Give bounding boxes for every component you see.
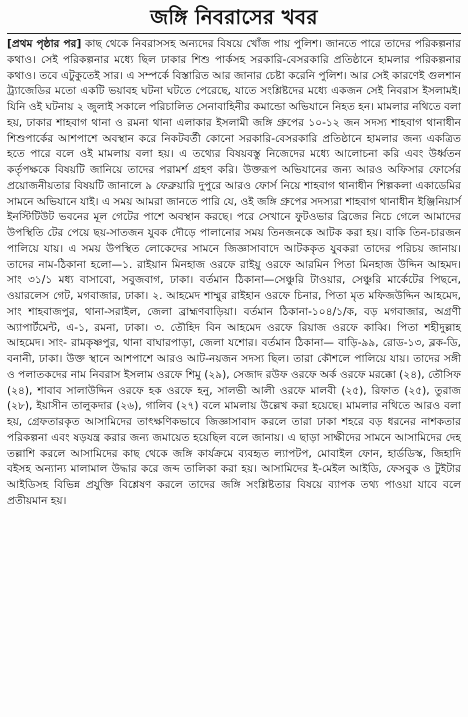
headline-divider — [7, 33, 461, 34]
article-paragraph — [7, 37, 461, 510]
article-body — [7, 37, 461, 510]
article-body-text: কাছ থেকে নিবরাসসহ অন্যদের বিষয়ে খোঁজ পায় পুলিশ। জানতে পারে তাদের পরিকল্পনার কথাও। সেই পরিকল্পনার মধ্যে ছিল ঢাকার শিশু পার্কসহ সরকারি-বেসরকারি প্রতিষ্ঠানে হামলার পরিকল্পনার কথাও। তবে এটুকুতেই সার। এ সম্পর্কে বিস্তারিত আর জানার চেষ্টা করেনি পুলিশ। আর সেই কারণেই গুলশান ট্র্যাজেডির মতো একটি ভয়াবহ ঘটনা ঘটতে পেরেছে, যাতে সংশ্লিষ্টদের মধ্যে একজন সেই নিবরাস ইসলামই। যিনি ওই ঘটনায় ২ জুলাই সকালে পরিচালিত সেনাবাহিনীর কমান্ডো অভিযানে নিহত হন। মামলার নথিতে বলা হয়, ঢাকার শাহবাগ থানা ও রমনা থানা এলাকার ইসলামী জঙ্গি গ্রুপের ১০-১২ জন সদস্য শাহবাগ থানাধীন শিশুপার্কের আশপাশে অবস্থান করে নিকটবর্তী কোনো সরকারি-বেসরকারি প্রতিষ্ঠানে হামলার জন্য একত্রিত হতে পারে বলে ওই মামলায় বলা হয়। এ তথ্যের বিষয়বস্তু নিজেদের মধ্যে আলোচনা করি এবং উর্ধ্বতন কর্তৃপক্ষকে বিষয়টি জানিয়ে তাদের পরামর্শ গ্রহণ করি। উক্তরূপ অভিযানের জন্য আরও অফিসার ফোর্সের প্রয়োজনীয়তার বিষয়টি জানালে ৯ ফেব্রুয়ারি দুপুরে আরও ফোর্স নিয়ে শাহবাগ থানাধীন শিল্পকলা একাডেমির সামনে অভিযানে যাই। এ সময় আমরা জানতে পারি যে, ওই জঙ্গি গ্রুপের সদস্যরা শাহবাগ থানাধীন ইঞ্জিনিয়ার্স ইনস্টিটিউট ভবনের মূল গেটের পাশে অবস্থান করছে। পরে সেখানে ফুটওভার ব্রিজের নিচে গেলে আমাদের উপস্থিতি টের পেয়ে ছয়-সাতজন যুবক দৌড়ে পালানোর সময় তিনজনকে আটক করা হয়। বাকি তিন-চারজন পালিয়ে যায়। এ সময় উপস্থিত লোকেদের সামনে জিজ্ঞাসাবাদে আটককৃত যুবকরা তাদের পরিচয় জানায়। তাদের নাম-ঠিকানা হলো—১. রাইয়ান মিনহাজ ওরফে রাইয়ু ওরফে আরমিন পিতা মিনহাজ উদ্দিন আহমদ। সাং ৩১/১ মধ্য বাসাবো, সবুজবাগ, ঢাকা। বর্তমান ঠিকানা—সেঞ্চুরি টাওয়ার, সেঞ্চুরি মার্কেটের পিছনে, ওয়ারলেস গেট, মগবাজার, ঢাকা। ২. আহমেদ শাম্মুর রাইহান ওরফে চিনার, পিতা মৃত মফিজউদ্দিন আহমেদ, সাং শাহবাজপুর, থানা-সরাইল, জেলা ব্রাহ্মণবাড়িয়া। বর্তমান ঠিকানা-১০৪/১/ক, বড় মগবাজার, অগ্রণী অ্যাপার্টমেন্ট, এ-১, রমনা, ঢাকা। ৩. তৌহিদ বিন আহমেদ ওরফে রিয়াজ ওরফে কাব্বি। পিতা শহীদুল্লাহ আহমেদ। সাং- রামকৃষ্ণপুর, থানা বাঘারপাড়া, জেলা যশোর। বর্তমান ঠিকানা— বাড়ি-৯৯, রোড-১৩, ব্লক-ডি, বনানী, ঢাকা। উক্ত স্থানে আশপাশে আরও আট-নয়জন সদস্য ছিল। তারা কৌশলে পালিয়ে যায়। তাদের সঙ্গী ও পলাতকদের নাম নিবরাস ইসলাম ওরফে শিমু (২৯), সেজাদ রউফ ওরফে অর্ক ওরফে মরক্কো (২৪), তৌসিফ (২৪), শাবাব সালাউদ্দিন ওরফে হক ওরফে হনু, সালভী আলী ওরফে মালবী (২৫), রিফাত (২৫), তুরাজ (২৮), ইয়াসীন তালুকদার (২৬), গালিব (২৭) বলে মামলায় উল্লেখ করা হয়েছে। মামলার নথিতে আরও বলা হয়, গ্রেফতারকৃত আসামিদের তাৎক্ষণিকভাবে জিজ্ঞাসাবাদ করলে তারা ঢাকা শহরে বড় ধরনের নাশকতার পরিকল্পনা এবং ষড়যন্ত্র করার জন্য জমায়েত হয়েছিল বলে জানায়। এ ছাড়া সাক্ষীদের সামনে আসামিদের দেহ তল্লাশি করলে আসামিদের কাছ থেকে জঙ্গি কার্যক্রমে ব্যবহৃত ল্যাপটপ, মোবাইল ফোন, হার্ডডিস্ক, জিহাদি বইসহ অন্যান্য মালামাল উদ্ধার করে জব্দ তালিকা করা হয়। আসামিদের ই-মেইল আইডি, ফেসবুক ও টুইটার আইডিসহ বিভিন্ন প্রযুক্তি বিশ্লেষণ করলে তাদের জঙ্গি সংশ্লিষ্টতার বিষয়ে ব্যাপক তথ্য পাওয়া যাবে বলে প্রতীয়মান হয়। — [7, 38, 461, 507]
article-headline: জঙ্গি নিবরাসের খবর — [150, 5, 318, 29]
continuation-label: [প্রথম পৃষ্ঠার পর] — [7, 38, 82, 50]
